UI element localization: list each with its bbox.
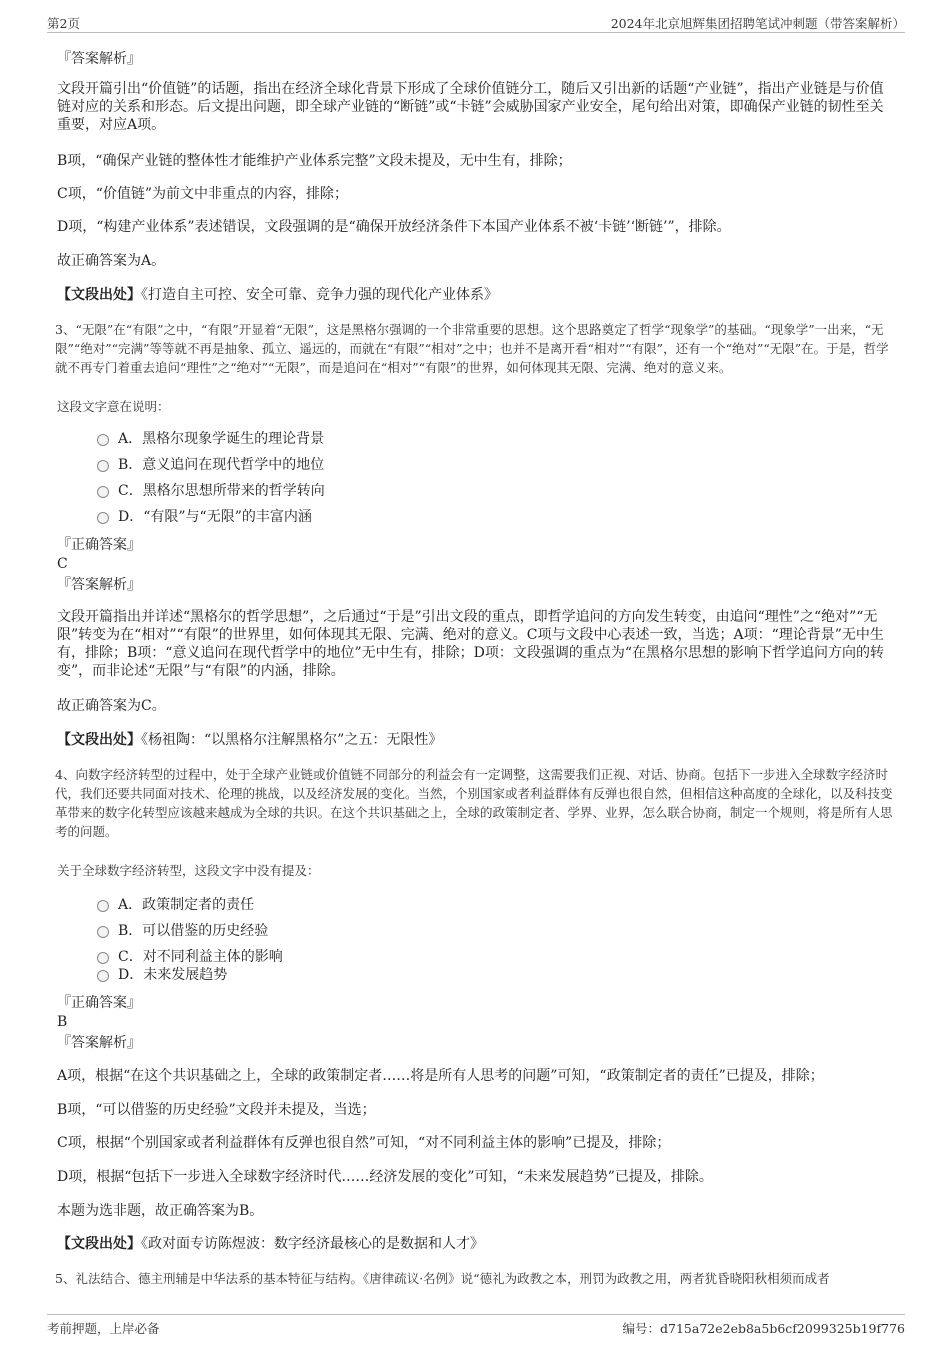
q3-correct-answer: C	[57, 556, 68, 572]
page-footer	[47, 1314, 905, 1335]
q3-analysis-para-1: 文段开篇指出并详述“黑格尔的哲学思想”，之后通过“于是”引出文段的重点，即哲学追问的方向发生转变，由追问“理性”之“绝对”“无限”转变为在“相对”“有限”的世界里，如何体现其无限、完满、绝对的意义。C项与文段中心表述一致，当选；A项：“理论背景”无中生有，排除；B项：“意义追问在现代哲学中的地位”无中生有，排除；D项：文段强调的重点为“在黑格尔思想的影响下哲学追问方向的转变”，而非论述“无限”与“有限”的内涵，排除。	[57, 609, 884, 679]
document-title: 2024年北京旭辉集团招聘笔试冲刺题（带答案解析）	[610, 16, 905, 31]
q4-option-c-label: C．对不同利益主体的影响	[118, 949, 283, 965]
radio-icon[interactable]	[97, 486, 109, 498]
q4-analysis-conclusion: 本题为选非题，故正确答案为B。	[57, 1203, 264, 1219]
q3-option-a[interactable]	[97, 430, 324, 448]
q2-source-label: 【文段出处】	[57, 287, 141, 303]
q4-analysis-para-4: D项，根据“包括下一步进入全球数字经济时代……经济发展的变化”可知，“未来发展趋势”已提及，排除。	[57, 1169, 713, 1185]
q3-source-label: 【文段出处】	[57, 732, 141, 748]
q4-option-a-label: A．政策制定者的责任	[118, 897, 255, 913]
q3-prompt: 这段文字意在说明：	[57, 399, 170, 414]
q4-prompt: 关于全球数字经济转型，这段文字中没有提及：	[57, 863, 320, 878]
page-number: 第2页	[47, 16, 80, 31]
q4-source-title: 《政对面专访陈煜波：数字经济最核心的是数据和人才》	[141, 1236, 484, 1252]
q4-analysis-para-3: C项，根据“个别国家或者利益群体有反弹也很自然”可知，“对不同利益主体的影响”已提及，排除；	[57, 1135, 671, 1151]
q2-analysis-para-3: C项，“价值链”为前文中非重点的内容，排除；	[57, 186, 349, 202]
q3-question-text: 3、“无限”在“有限”之中，“有限”开显着“无限”，这是黑格尔强调的一个非常重要的思想。这个思路奠定了哲学“现象学”的基础。“现象学”一出来，“无限”“绝对”“完满”等等就不再是抽象、孤立、遥远的，而就在“有限”“相对”之中；也并不是离开看“相对”“有限”，还有一个“绝对”“无限”在。于是，哲学就不再专门着重去追问“理性”之“绝对”“无限”，而是追问在“相对”“有限”的世界，如何体现其无限、完满、绝对的意义来。	[55, 322, 889, 375]
radio-icon[interactable]	[97, 970, 109, 982]
q3-analysis-heading: 『答案解析』	[57, 577, 141, 593]
q4-question-text: 4、向数字经济转型的过程中，处于全球产业链或价值链不同部分的利益会有一定调整，这需要我们正视、对话、协商。包括下一步进入全球数字经济时代，我们还要共同面对技术、伦理的挑战，以及经济发展的变化。当然，个别国家或者利益群体有反弹也很自然，但相信这种高度的全球化，以及科技变革带来的数字化转型应该越来越成为全球的共识。在这个共识基础之上，全球的政策制定者、学界、业界，怎么联合协商，制定一个规则，将是所有人思考的问题。	[55, 767, 893, 839]
q3-source-title: 《杨祖陶：“以黑格尔注解黑格尔”之五：无限性》	[141, 732, 443, 748]
q3-source	[57, 731, 895, 749]
q4-source-label: 【文段出处】	[57, 1236, 141, 1252]
q4-option-c[interactable]	[97, 948, 283, 966]
q4-option-d-label: D．未来发展趋势	[118, 967, 228, 983]
page-header	[47, 12, 905, 33]
q2-analysis-para-2: B项，“确保产业链的整体性才能维护产业体系完整”文段未提及，无中生有，排除；	[57, 153, 572, 169]
radio-icon[interactable]	[97, 952, 109, 964]
q2-source	[57, 286, 895, 304]
q3-analysis-conclusion: 故正确答案为C。	[57, 698, 166, 714]
q2-analysis-para-4: D项，“构建产业体系”表述错误，文段强调的是“确保开放经济条件下本国产业体系不被‘卡链’‘断链’”，排除。	[57, 219, 731, 235]
radio-icon[interactable]	[97, 900, 109, 912]
q4-correct-answer: B	[57, 1014, 68, 1030]
q4-analysis-para-1: A项，根据“在这个共识基础之上，全球的政策制定者……将是所有人思考的问题”可知，“政策制定者的责任”已提及，排除；	[57, 1068, 824, 1084]
q2-analysis-heading: 『答案解析』	[57, 51, 141, 67]
q2-source-title: 《打造自主可控、安全可靠、竞争力强的现代化产业体系》	[141, 287, 498, 303]
q2-analysis-para-1: 文段开篇引出“价值链”的话题，指出在经济全球化背景下形成了全球价值链分工，随后又引出新的话题“产业链”，指出产业链是与价值链对应的关系和形态。后文提出问题，即全球产业链的“断链”或“卡链”会威胁国家产业安全，尾句给出对策，即确保产业链的韧性至关重要，对应A项。	[57, 81, 884, 133]
radio-icon[interactable]	[97, 434, 109, 446]
footer-slogan: 考前押题，上岸必备	[47, 1321, 160, 1336]
q2-analysis-conclusion: 故正确答案为A。	[57, 253, 166, 269]
radio-icon[interactable]	[97, 926, 109, 938]
q5-question-text: 5、礼法结合、德主刑辅是中华法系的基本特征与结构。《唐律疏议·名例》说“德礼为政教之本，刑罚为政教之用，两者犹昏晓阳秋相须而成者	[55, 1271, 830, 1286]
q4-option-a[interactable]	[97, 896, 254, 914]
q3-option-c[interactable]	[97, 482, 325, 500]
q3-option-a-label: A．黑格尔现象学诞生的理论背景	[118, 431, 325, 447]
radio-icon[interactable]	[97, 512, 109, 524]
q4-source	[57, 1235, 895, 1253]
q4-analysis-heading: 『答案解析』	[57, 1035, 141, 1051]
q4-option-d[interactable]	[97, 966, 227, 984]
q4-analysis-para-2: B项，“可以借鉴的历史经验”文段并未提及，当选；	[57, 1102, 376, 1118]
q3-correct-heading: 『正确答案』	[57, 537, 141, 553]
q3-option-b-label: B．意义追问在现代哲学中的地位	[118, 457, 325, 473]
q4-option-b-label: B．可以借鉴的历史经验	[118, 923, 269, 939]
q3-option-c-label: C．黑格尔思想所带来的哲学转向	[118, 483, 325, 499]
document-id: 编号：d715a72e2eb8a5b6cf2099325b19f776	[622, 1321, 905, 1336]
q4-correct-heading: 『正确答案』	[57, 995, 141, 1011]
q3-option-d-label: D．“有限”与“无限”的丰富内涵	[118, 509, 312, 525]
q4-option-b[interactable]	[97, 922, 268, 940]
q3-option-d[interactable]	[97, 508, 312, 526]
q3-option-b[interactable]	[97, 456, 324, 474]
radio-icon[interactable]	[97, 460, 109, 472]
